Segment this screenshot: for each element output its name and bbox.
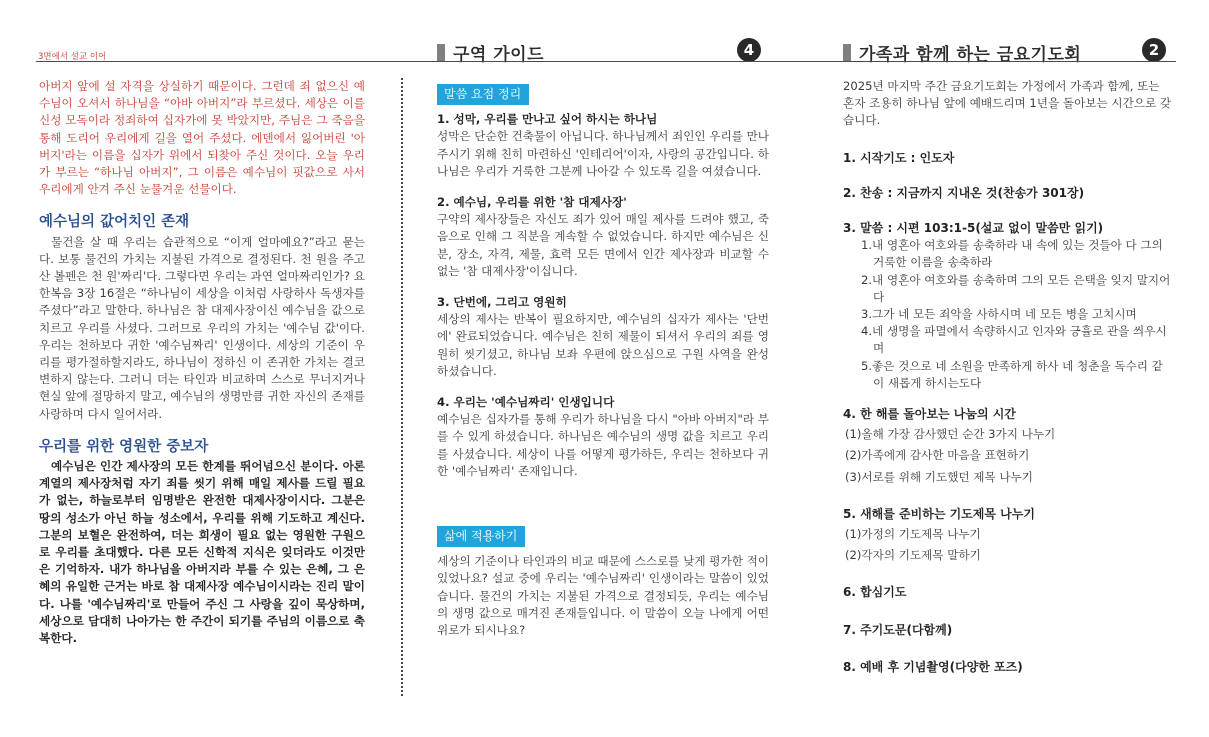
sub-item: (1)올해 가장 감사했던 순간 3가지 나누기 (845, 427, 1056, 442)
order-item: 7. 주기도문(다함께) (843, 622, 953, 637)
prayer-order-column (843, 78, 1173, 676)
apply-text: 세상의 기준이나 타인과의 비교 때문에 스스로를 낮게 평가한 적이 있었나요? 설교 중에 우리는 '예수님짜리' 인생이라는 말씀이 있었습니다. 물건의 가치는 지불된 가격으로 결정되듯, 우리는 예수님의 생명 값으로 매겨진 존재들입니다. 이 말씀이 오늘 나에게 어떤 위로가 되시나요? (437, 554, 769, 638)
sub-item: (2)각자의 기도제목 말하기 (845, 548, 981, 563)
order-item: 4. 한 해를 돌아보는 나눔의 시간 (843, 407, 1016, 422)
summary-point (437, 194, 769, 280)
order-item: 5. 새해를 준비하는 기도제목 나누기 (843, 506, 1035, 521)
point-title: 2. 예수님, 우리를 위한 '참 대제사장' (437, 195, 627, 210)
summary-point (437, 294, 769, 380)
point-body: 예수님은 십자가를 통해 우리가 하나님을 다시 "아바 아버지"라 부를 수 있게 하셨습니다. 하나님은 예수님의 생명 값을 치르고 우리를 사셨습니다. 세상이 나를 어떻게 평가하든, 우리는 천하보다 귀한 '예수님짜리' 존재입니다. (437, 412, 769, 478)
order-item: 6. 합심기도 (843, 585, 907, 600)
title-bar-marker (843, 44, 851, 62)
page-number-badge: 2 (1142, 38, 1166, 62)
section-title: 구역 가이드 (453, 45, 545, 65)
order-item: 8. 예배 후 기념촬영(다양한 포즈) (843, 659, 1023, 674)
point-title: 1. 성막, 우리를 만나고 싶어 하시는 하나님 (437, 112, 658, 127)
sub-item: (2)가족에게 감사한 마음을 표현하기 (845, 448, 1030, 463)
point-title: 3. 단번에, 그리고 영원히 (437, 295, 567, 310)
verse-line: 1.내 영혼아 여호와를 송축하라 내 속에 있는 것들아 다 그의 거룩한 이름을 송축하라 (861, 238, 1163, 270)
sub-item: (1)가정의 기도제목 나누기 (845, 527, 981, 542)
continued-label: 3면에서 설교 이어 (38, 52, 107, 62)
summary-badge: 말씀 요점 정리 (437, 84, 529, 105)
page-number-badge: 4 (737, 38, 761, 62)
summary-point (437, 111, 769, 180)
sermon-paragraph-bold: 예수님은 인간 제사장의 모든 한계를 뛰어넘으신 분이다. 아론 계열의 제사장처럼 자기 죄를 씻기 위해 매일 제사를 드릴 필요가 없는, 하늘로부터 임명받은 완전한 대제사장이시다. 그분은 땅의 성소가 아닌 하늘 성소에서, 우리를 위해 기도하고 계신다. 그분의 보혈은 완전하여, 더는 희생이 필요 없는 영원한 구원으로 우리를 초대했다. 다른 모든 신학적 지식은 잊더라도 이것만은 기억하자. 내가 하나님을 아버지라 부를 수 있는 은혜, 그 은혜의 유일한 근거는 바로 참 대제사장 예수님이시라는 진리 말이다. 나를 '예수님짜리'로 만들어 주신 그 사랑을 깊이 묵상하며, 세상으로 담대히 나아가는 한 주간이 되기를 주님의 이름으로 축복한다. (39, 459, 365, 646)
sermon-continuation-column (39, 78, 365, 647)
verse-line: 3.그가 네 모든 죄악을 사하시며 네 모든 병을 고치시며 (861, 307, 1137, 322)
order-item: 2. 찬송 : 지금까지 지내온 것(찬송가 301장) (843, 185, 1085, 200)
apply-badge: 삶에 적용하기 (437, 526, 525, 547)
point-body: 성막은 단순한 건축물이 아닙니다. 하나님께서 죄인인 우리를 만나주시기 위해 친히 마련하신 '인테리어'이자, 사랑의 공간입니다. 하나님은 우리가 거룩한 그분께 나아갈 수 있도록 길을 여셨습니다. (437, 129, 769, 178)
prayer-intro: 2025년 마지막 주간 금요기도회는 가정에서 가족과 함께, 또는 혼자 조용히 하나님 앞에 예배드리며 1년을 돌아보는 시간으로 갖습니다. (843, 79, 1172, 128)
dotted-column-divider (401, 78, 403, 696)
verse-line: 2.내 영혼아 여호와를 송축하며 그의 모든 은택을 잊지 말지어다 (861, 272, 1171, 304)
sermon-subheading: 우리를 위한 영원한 중보자 (39, 438, 209, 455)
order-item: 1. 시작기도 : 인도자 (843, 150, 955, 165)
intro-paragraph: 아버지 앞에 설 자격을 상실하기 때문이다. 그런데 죄 없으신 예수님이 오셔서 하나님을 “아바 아버지”라 부르셨다. 세상은 이를 신성 모독이라 정죄하여 십자가에 못 박았지만, 주님은 그 죽음을 통해 도리어 우리에게 길을 열어 주셨다. 에덴에서 잃어버린 '아버지'라는 이름을 십자가 위에서 되찾아 주신 것이다. 오늘 우리가 부르는 “하나님 아버지”, 그 이름은 예수님이 핏값으로 사서 우리에게 안겨 주신 눈물겨운 선물이다. (39, 79, 365, 197)
sermon-paragraph: 물건을 살 때 우리는 습관적으로 “이게 얼마예요?”라고 묻는다. 보통 물건의 가치는 지불된 가격으로 결정된다. 천 원을 주고 산 볼펜은 천 원'짜리'다. 그렇다면 우리는 과연 얼마짜리인가? 요한복음 3장 16절은 “하나님이 세상을 이처럼 사랑하사 독생자를 주셨다”라고 말한다. 하나님은 참 대제사장이신 예수님을 값으로 치르고 우리를 사셨다. 그러므로 우리의 가치는 '예수님 값'이다. 우리는 천하보다 귀한 '예수님짜리' 인생이다. 세상의 기준이 우리를 평가절하할지라도, 하나님이 정하신 이 존귀한 가치는 결코 변하지 않는다. 그러니 더는 타인과 비교하며 스스로 무너지거나 현실 앞에 절망하지 말고, 예수님의 생명만큼 귀한 자신의 존재를 사랑하며 다시 일어서라. (39, 234, 365, 421)
section-title: 가족과 함께 하는 금요기도회 (859, 45, 1082, 65)
verse-line: 5.좋은 것으로 네 소원을 만족하게 하사 네 청춘을 독수리 같이 새롭게 하시는도다 (861, 358, 1163, 390)
sub-item: (3)서로를 위해 기도했던 제목 나누기 (845, 469, 1033, 484)
sermon-subheading: 예수님의 값어치인 존재 (39, 214, 190, 231)
point-title: 4. 우리는 '예수님짜리' 인생입니다 (437, 395, 615, 410)
point-body: 구약의 제사장들은 자신도 죄가 있어 매일 제사를 드려야 했고, 죽음으로 인해 그 직분을 계속할 수 없었습니다. 하지만 예수님은 신분, 장소, 자격, 제물, 효력 모든 면에서 인간 제사장과 비교할 수 없는 '참 대제사장'이십니다. (437, 212, 769, 278)
point-body: 세상의 제사는 반복이 필요하지만, 예수님의 십자가 제사는 '단번에' 완료되었습니다. 예수님은 친히 제물이 되셔서 우리의 죄를 영원히 씻기셨고, 하나님 보좌 우편에 앉으심으로 구원 사역을 완성하셨습니다. (437, 312, 769, 378)
verse-line: 4.네 생명을 파멸에서 속량하시고 인자와 긍휼로 관을 씌우시며 (861, 324, 1167, 356)
order-item: 3. 말씀 : 시편 103:1-5(설교 없이 말씀만 읽기) (843, 221, 1104, 236)
summary-point (437, 394, 769, 480)
header-rule (36, 61, 1176, 62)
summary-column (437, 84, 769, 639)
title-bar-marker (437, 44, 445, 62)
